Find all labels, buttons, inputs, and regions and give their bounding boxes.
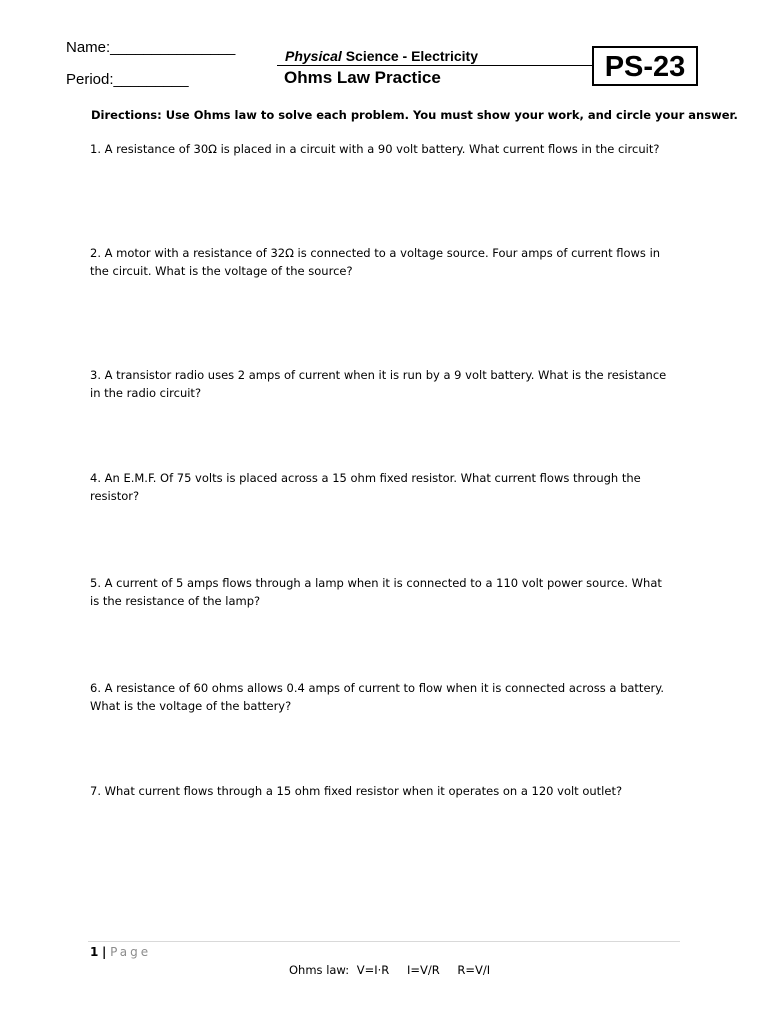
subject-italic: Physical	[285, 48, 342, 64]
formula-resistance: R=V/I	[457, 963, 491, 977]
formula-voltage: V=I·R	[356, 963, 390, 977]
header-rule	[277, 65, 594, 66]
subject-rest: Science - Electricity	[341, 48, 479, 64]
question-4: 4. An E.M.F. Of 75 volts is placed across a 15 ohm fixed resistor. What current flows through the resistor?	[90, 471, 641, 503]
page-footer	[90, 943, 151, 961]
worksheet-code-box: PS-23	[592, 46, 698, 86]
formula-label: Ohms law:	[289, 963, 350, 977]
question-3: 3. A transistor radio uses 2 amps of current when it is run by a 9 volt battery. What is the resistance in the radio circuit?	[90, 368, 667, 400]
period-field[interactable]: Period:_________	[66, 71, 189, 88]
footer-rule	[88, 941, 680, 942]
formula-current: I=V/R	[406, 963, 440, 977]
page-title: Ohms Law Practice	[284, 68, 441, 87]
ohms-law-formulas	[289, 961, 504, 979]
page-number: 1	[90, 945, 99, 959]
subject-heading	[285, 48, 478, 64]
page-word: Page	[110, 945, 152, 959]
question-7: 7. What current flows through a 15 ohm fixed resistor when it operates on a 120 volt outlet?	[90, 784, 623, 798]
name-field[interactable]: Name:_______________	[66, 39, 236, 56]
question-6: 6. A resistance of 60 ohms allows 0.4 amps of current to flow when it is connected across a battery. What is the voltage of the battery?	[90, 681, 665, 713]
question-5: 5. A current of 5 amps flows through a lamp when it is connected to a 110 volt power source. What is the resistance of the lamp?	[90, 576, 662, 608]
question-2: 2. A motor with a resistance of 32Ω is connected to a voltage source. Four amps of current flows in the circuit. What is the voltage of the source?	[90, 246, 661, 278]
question-1: 1. A resistance of 30Ω is placed in a circuit with a 90 volt battery. What current flows in the circuit?	[90, 142, 660, 156]
page-separator: |	[102, 945, 107, 959]
directions-text: Directions: Use Ohms law to solve each problem. You must show your work, and circle your answer.	[91, 108, 738, 122]
